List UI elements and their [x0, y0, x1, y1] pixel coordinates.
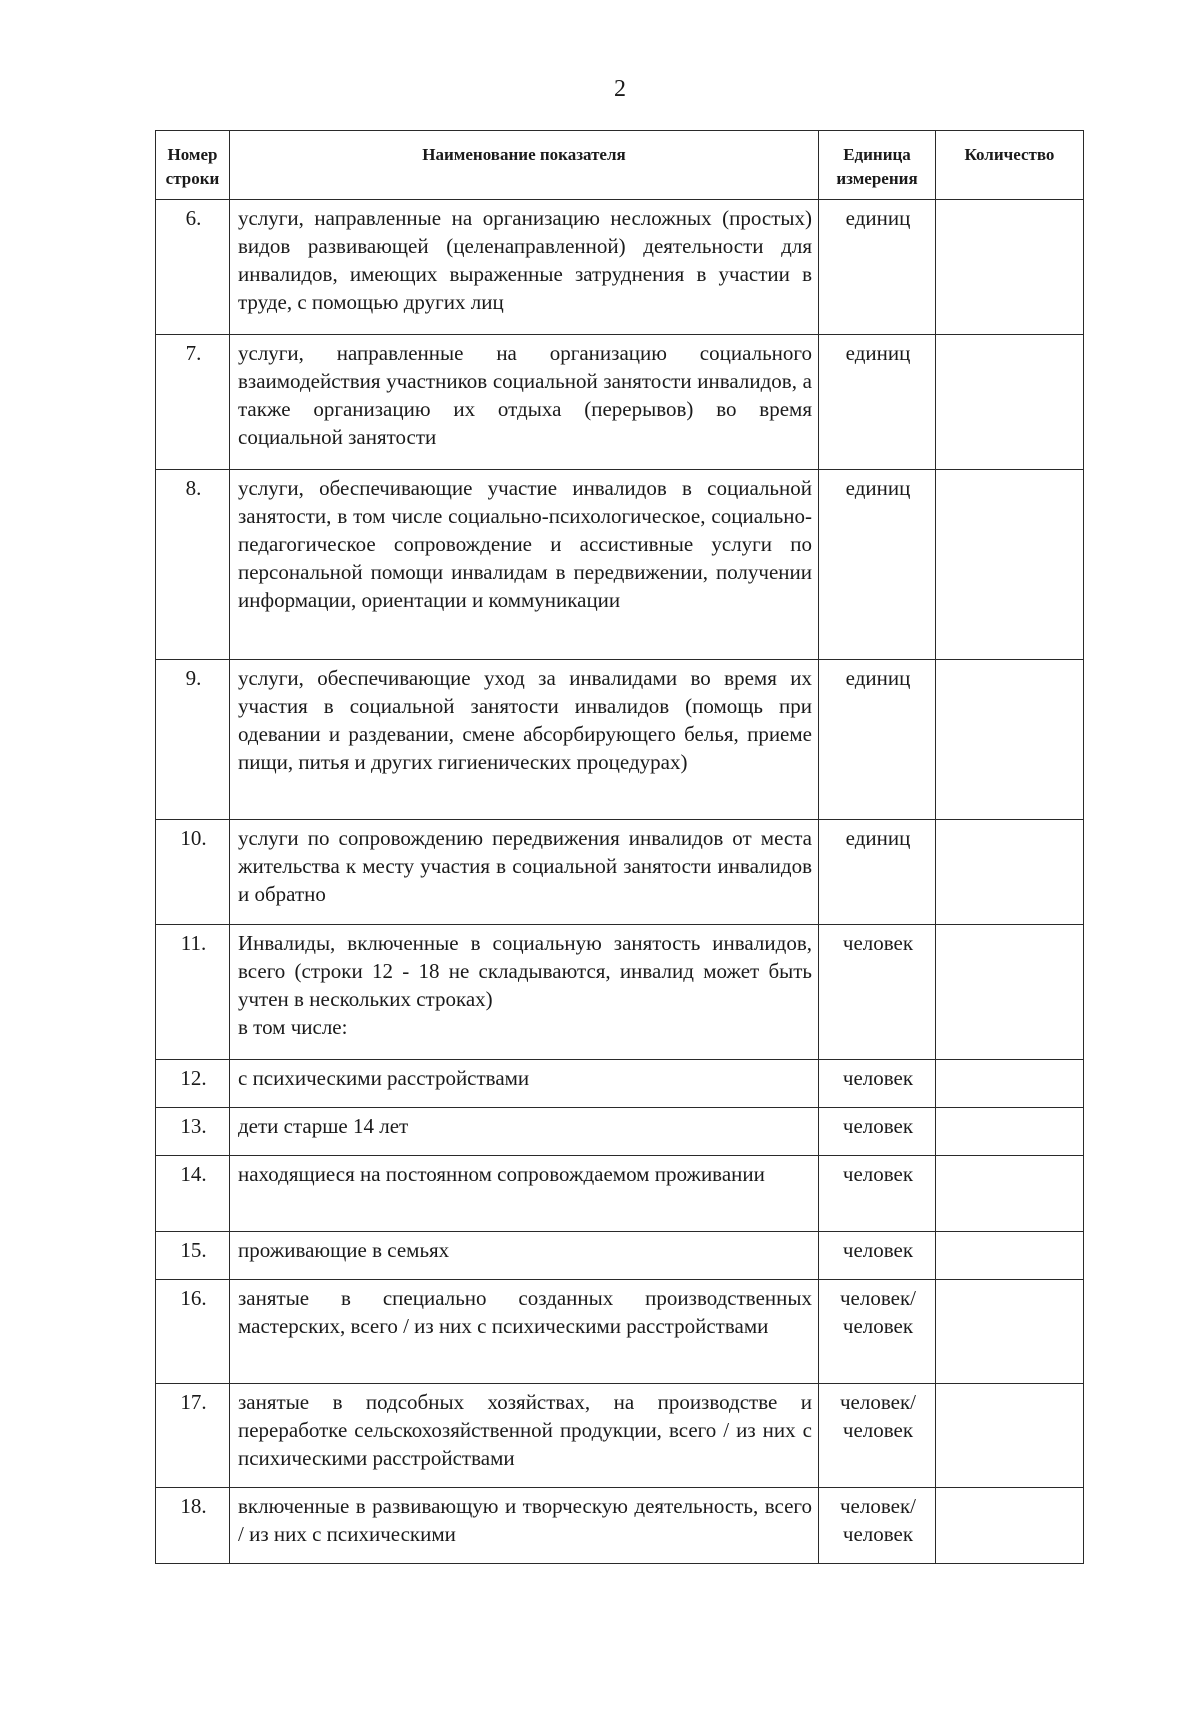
indicator-name: услуги, направленные на организацию несложных (простых) видов развивающей (целенаправленной) деятельности для инвалидов, имеющих выраженные затруднения в участии в труде, с помощью других лиц — [230, 200, 819, 335]
quantity-cell[interactable] — [936, 470, 1084, 660]
unit-cell: единиц — [819, 200, 936, 335]
table-row — [156, 1384, 1084, 1488]
indicator-name-cell — [230, 925, 819, 1060]
table-row — [156, 925, 1084, 1060]
indicator-name: услуги, направленные на организацию социального взаимодействия участников социальной занятости инвалидов, а также организацию их отдыха (перерывов) во время социальной занятости — [230, 335, 819, 470]
row-number: 12. — [156, 1060, 230, 1108]
indicators-table — [155, 130, 1084, 1564]
quantity-cell[interactable] — [936, 660, 1084, 820]
quantity-cell[interactable] — [936, 1280, 1084, 1384]
unit-cell: человек — [819, 1060, 936, 1108]
header-quantity: Количество — [936, 131, 1084, 200]
row-number: 8. — [156, 470, 230, 660]
row-number: 17. — [156, 1384, 230, 1488]
table-row — [156, 1108, 1084, 1156]
row-number: 7. — [156, 335, 230, 470]
quantity-cell[interactable] — [936, 925, 1084, 1060]
quantity-cell[interactable] — [936, 1060, 1084, 1108]
unit-cell: единиц — [819, 335, 936, 470]
table-row — [156, 1060, 1084, 1108]
quantity-cell[interactable] — [936, 335, 1084, 470]
unit-cell: единиц — [819, 660, 936, 820]
indicator-name-extra: в том числе: — [238, 1015, 348, 1039]
indicators-table-wrap — [155, 130, 1083, 1564]
table-row — [156, 1156, 1084, 1232]
unit-cell: человек — [819, 925, 936, 1060]
indicator-name: находящиеся на постоянном сопровождаемом проживании — [230, 1156, 819, 1232]
indicator-name: услуги по сопровождению передвижения инвалидов от места жительства к месту участия в социальной занятости инвалидов и обратно — [230, 820, 819, 925]
row-number: 14. — [156, 1156, 230, 1232]
table-row — [156, 470, 1084, 660]
row-number: 11. — [156, 925, 230, 1060]
table-header-row — [156, 131, 1084, 200]
indicator-name: с психическими расстройствами — [230, 1060, 819, 1108]
indicator-name: включенные в развивающую и творческую деятельность, всего / из них с психическими — [230, 1488, 819, 1564]
quantity-cell[interactable] — [936, 820, 1084, 925]
row-number: 6. — [156, 200, 230, 335]
table-row — [156, 820, 1084, 925]
quantity-cell[interactable] — [936, 1384, 1084, 1488]
table-row — [156, 660, 1084, 820]
table-row — [156, 1280, 1084, 1384]
table-row — [156, 200, 1084, 335]
unit-cell: единиц — [819, 820, 936, 925]
indicator-name: Инвалиды, включенные в социальную занятость инвалидов, всего (строки 12 - 18 не складываются, инвалид может быть учтен в нескольких строках) — [238, 931, 812, 1011]
unit-cell: человек/ человек — [819, 1488, 936, 1564]
indicator-name: услуги, обеспечивающие участие инвалидов в социальной занятости, в том числе социально-психологическое, социально-педагогическое сопровождение и ассистивные услуги по персональной помощи инвалидам в передвижении, получении информации, ориентации и коммуникации — [230, 470, 819, 660]
indicator-name: дети старше 14 лет — [230, 1108, 819, 1156]
table-row — [156, 1232, 1084, 1280]
row-number: 16. — [156, 1280, 230, 1384]
unit-cell: единиц — [819, 470, 936, 660]
indicator-name: проживающие в семьях — [230, 1232, 819, 1280]
unit-cell: человек — [819, 1108, 936, 1156]
header-row-number: Номер строки — [156, 131, 230, 200]
quantity-cell[interactable] — [936, 1156, 1084, 1232]
row-number: 9. — [156, 660, 230, 820]
indicator-name: услуги, обеспечивающие уход за инвалидами во время их участия в социальной занятости инвалидов (помощь при одевании и раздевании, смене абсорбирующего белья, приеме пищи, питья и других гигиенических процедурах) — [230, 660, 819, 820]
page-number: 2 — [614, 76, 626, 102]
header-indicator-name: Наименование показателя — [230, 131, 819, 200]
indicator-name: занятые в подсобных хозяйствах, на производстве и переработке сельскохозяйственной продукции, всего / из них с психическими расстройствами — [230, 1384, 819, 1488]
header-unit: Единица измерения — [819, 131, 936, 200]
unit-cell: человек — [819, 1156, 936, 1232]
unit-cell: человек — [819, 1232, 936, 1280]
table-row — [156, 1488, 1084, 1564]
row-number: 18. — [156, 1488, 230, 1564]
unit-cell: человек/ человек — [819, 1384, 936, 1488]
row-number: 13. — [156, 1108, 230, 1156]
row-number: 10. — [156, 820, 230, 925]
indicator-name: занятые в специально созданных производственных мастерских, всего / из них с психическими расстройствами — [230, 1280, 819, 1384]
unit-cell: человек/ человек — [819, 1280, 936, 1384]
quantity-cell[interactable] — [936, 200, 1084, 335]
quantity-cell[interactable] — [936, 1108, 1084, 1156]
quantity-cell[interactable] — [936, 1232, 1084, 1280]
quantity-cell[interactable] — [936, 1488, 1084, 1564]
table-row — [156, 335, 1084, 470]
row-number: 15. — [156, 1232, 230, 1280]
